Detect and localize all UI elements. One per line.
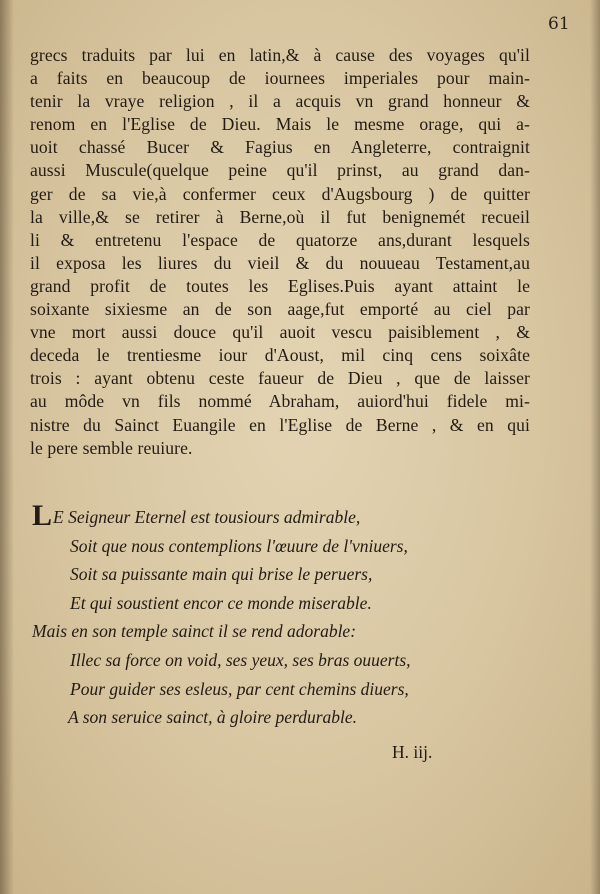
- prose-line: tenir la vraye religion , il a acquis vn grand honneur &: [30, 91, 530, 112]
- poem-line: A son seruice sainct, à gloire perdurable.: [68, 707, 358, 728]
- prose-line: grecs traduits par lui en latin,& à cause des voyages qu'il: [30, 45, 530, 65]
- prose-line: la ville,& se retirer à Berne,où il fut benignemét recueil: [30, 206, 530, 227]
- prose-line: uoit chassé Bucer & Fagius en Angleterre, contraignit: [30, 137, 530, 158]
- prose-line: il exposa les liures du vieil & du nouueau Testament,au: [30, 252, 530, 273]
- prose-line: grand profit de toutes les Eglises.Puis ayant attaint le: [30, 275, 530, 296]
- prose-line: trois : ayant obtenu ceste faueur de Dieu , que de laisser: [30, 368, 530, 389]
- poem-line: Pour guider ses esleus, par cent chemins diuers,: [70, 678, 409, 699]
- sonnet: [32, 499, 502, 732]
- prose-line: soixante sixiesme an de son aage,fut emporté au ciel par: [30, 299, 530, 320]
- prose-line: li & entretenu l'espace de quatorze ans,durant lesquels: [30, 229, 530, 250]
- drop-initial: L: [32, 499, 53, 532]
- poem-line: Illec sa force on void, ses yeux, ses bras ouuerts,: [70, 649, 411, 670]
- prose-line: au môde vn fils nommé Abraham, auiord'hui fidele mi-: [30, 391, 530, 412]
- prose-line: deceda le trentiesme iour d'Aoust, mil cinq cens soixâte: [30, 345, 530, 366]
- poem-line: Soit que nous contemplions l'œuure de l'vniuers,: [70, 535, 408, 556]
- prose-line: ger de sa vie,à confermer ceux d'Augsbourg ) de quitter: [30, 183, 530, 204]
- poem-line-text: E Seigneur Eternel est tousiours admirable,: [53, 507, 361, 527]
- prose-line: vne mort aussi douce qu'il auoit vescu paisiblement , &: [30, 322, 530, 343]
- prose-line: nistre du Sainct Euangile en l'Eglise de Berne , & en qui: [30, 414, 530, 435]
- prose-line: le pere semble reuiure.: [30, 437, 193, 458]
- prose-line: a faits en beaucoup de iournees imperiales pour main-: [30, 68, 530, 89]
- prose-paragraph: [30, 44, 530, 460]
- poem-line: Mais en son temple sainct il se rend adorable:: [32, 621, 357, 642]
- signature-mark: H. iij.: [392, 742, 433, 762]
- prose-line: renom en l'Eglise de Dieu. Mais le mesme orage, qui a-: [30, 114, 530, 135]
- page-number: 61: [548, 14, 570, 34]
- poem-line: Et qui soustient encor ce monde miserable.: [70, 592, 372, 613]
- poem-line: [32, 499, 502, 532]
- prose-line: aussi Muscule(quelque peine qu'il prinst, au grand dan-: [30, 160, 530, 181]
- poem-line: Soit sa puissante main qui brise le peruers,: [70, 564, 373, 585]
